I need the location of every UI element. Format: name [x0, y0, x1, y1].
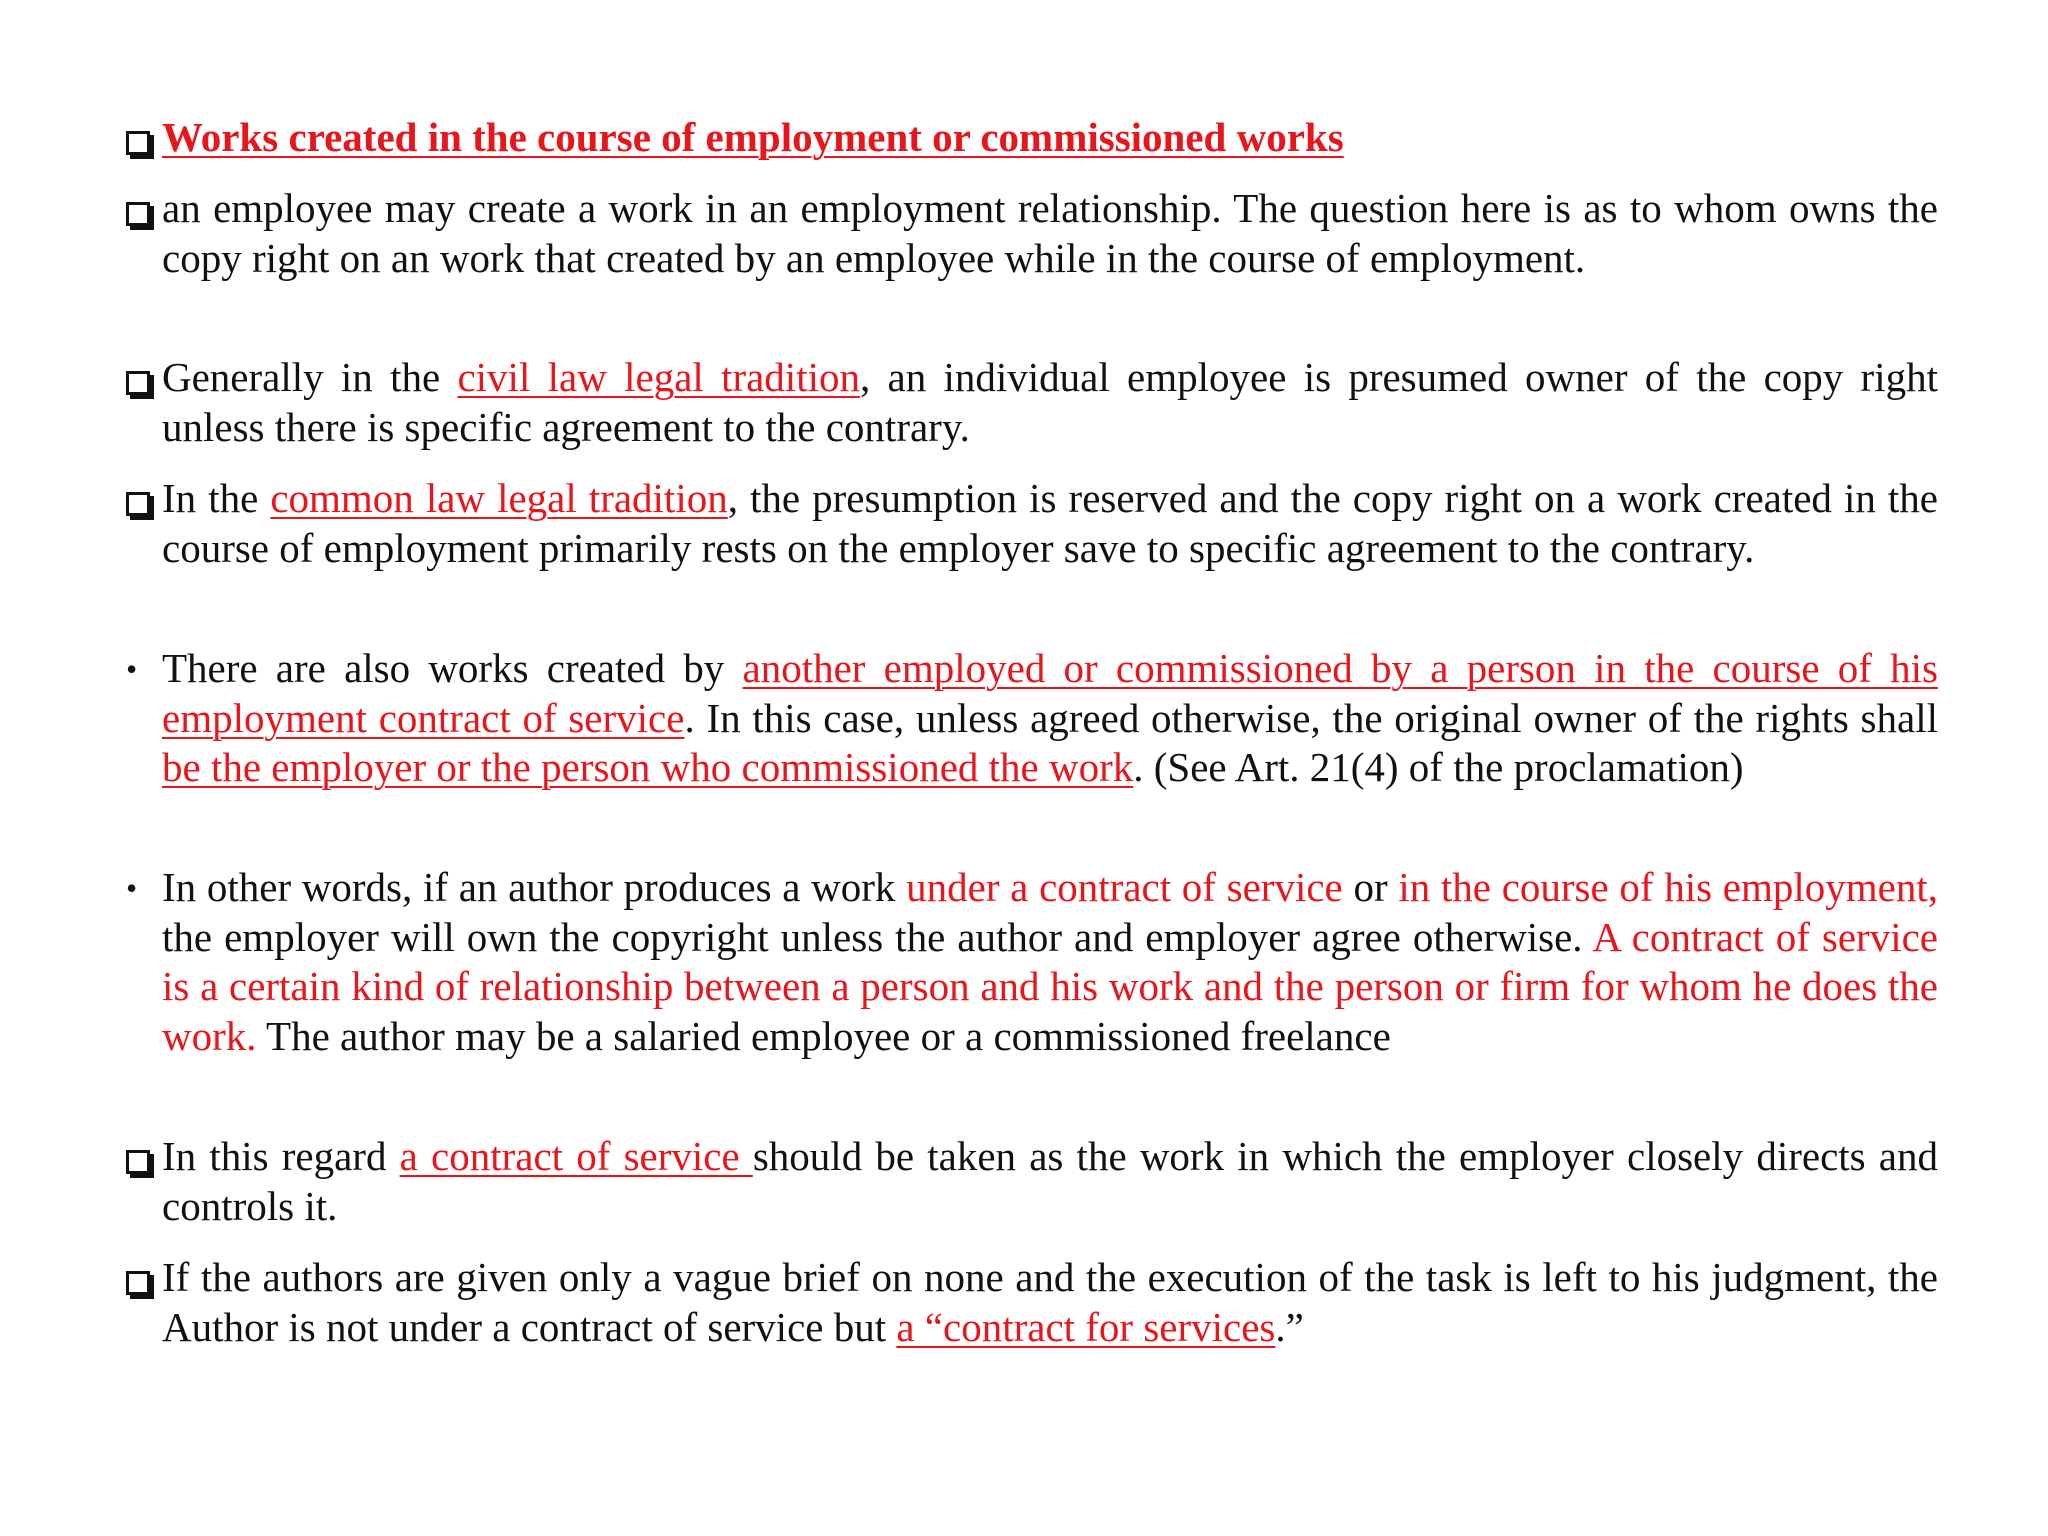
box-bullet-icon [126, 353, 150, 403]
text-run: should be taken as the work in which the employer closely directs and controls it. [162, 1133, 1938, 1229]
text-run: A contract of service is a certain kind of relationship between a person and his work and the person or firm for whom he does the work. [162, 913, 1938, 1059]
text-run: or [1342, 864, 1399, 910]
box-bullet-icon [126, 113, 150, 163]
text-run: In this regard [162, 1133, 400, 1179]
text-run: In other words, if an author produces a work [162, 864, 907, 910]
text-run: an employee may create a work in an employment relationship. The question here is as to whom owns the copy right on an work that created by an employee while in the course of employment. [162, 185, 1938, 281]
text-run: under a contract of service [906, 864, 1343, 910]
dot-bullet-icon [126, 863, 137, 916]
item-2 [162, 353, 1938, 452]
text-run: Generally in the [162, 354, 458, 400]
dot-bullet-glyph: • [126, 651, 138, 687]
text-run: a contract of service [399, 1133, 753, 1179]
text-run: .” [1275, 1303, 1304, 1350]
text-run: in the course of his employment, [1398, 864, 1939, 910]
text-run: The author may be a salaried employee or a commissioned freelance [256, 1012, 1391, 1059]
text-run: . In this case, unless agreed otherwise, the original owner of the rights shall [684, 694, 1938, 741]
item-1 [162, 184, 1938, 283]
item-6 [162, 1132, 1938, 1231]
box-bullet-shape [126, 371, 150, 395]
text-run: , an individual employee is presumed owner of the copy right unless there is specific agreement to the contrary. [162, 354, 1938, 450]
text-run: common law legal tradition [270, 475, 728, 521]
item-4 [126, 644, 1938, 793]
text-run: . (See Art. 21(4) of the proclamation) [1133, 744, 1744, 790]
text-run: the employer will own the copyright unless the author and employer agree otherwise. [162, 913, 1593, 960]
text-run: There are also works created by [162, 645, 743, 691]
text-run: another employed or commissioned by a person in the course of his employment contract of service [162, 645, 1938, 741]
box-bullet-shape [126, 1150, 150, 1174]
text-run: civil law legal tradition [457, 354, 860, 400]
item-5 [126, 863, 1939, 1061]
item-3 [162, 474, 1938, 573]
box-bullet-icon [126, 1132, 150, 1182]
item-7 [162, 1253, 1938, 1352]
box-bullet-shape [126, 492, 150, 516]
dot-bullet-glyph: • [126, 870, 138, 906]
box-bullet-icon [126, 1253, 150, 1303]
text-run: Works created in the course of employment or commissioned works [162, 114, 1344, 160]
box-bullet-shape [126, 1271, 150, 1295]
box-bullet-shape [126, 202, 150, 226]
text-run: , the presumption is reserved and the copy right on a work created in the course of employment primarily rests on the employer save to specific agreement to the contrary. [162, 475, 1938, 571]
text-run: In the [162, 475, 271, 521]
text-run: be the employer or the person who commissioned the work [162, 744, 1134, 790]
text-run: a “contract for services [896, 1303, 1276, 1350]
box-bullet-shape [126, 131, 150, 155]
dot-bullet-icon [126, 644, 137, 697]
box-bullet-icon [126, 184, 150, 234]
box-bullet-icon [126, 474, 150, 524]
text-run: If the authors are given only a vague brief on none and the execution of the task is left to his judgment, the Author is not under a contract of service but [162, 1254, 1938, 1350]
item-0 [162, 113, 1938, 163]
